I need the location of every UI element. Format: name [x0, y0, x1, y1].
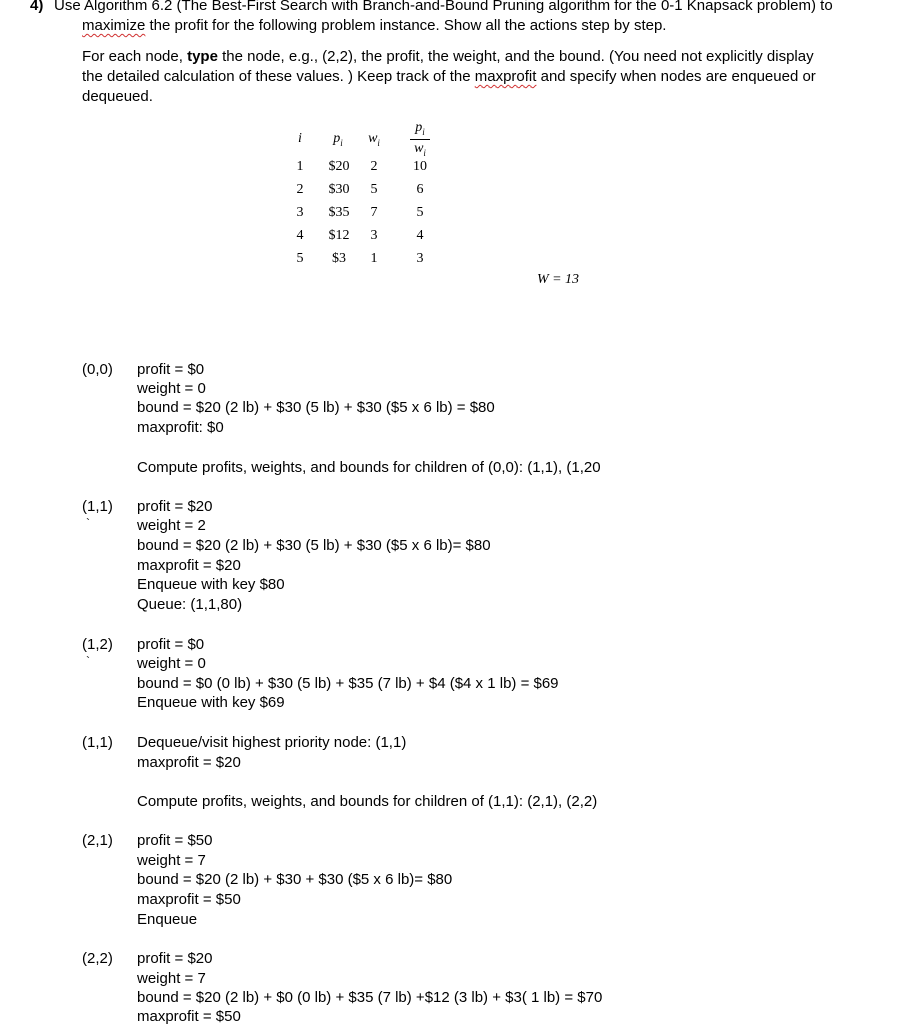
- cell-ratio: 4: [416, 228, 424, 243]
- header-p: $p_i$: [333, 131, 343, 148]
- cell-w: 5: [370, 182, 378, 197]
- fraction-bar: [410, 139, 430, 140]
- dequeue-line: Dequeue/visit highest priority node: (1,1): [137, 734, 407, 751]
- weight-line: weight = 2: [137, 517, 206, 534]
- cell-i: 4: [296, 228, 304, 243]
- maxprofit-line: maxprofit = $50: [137, 891, 241, 908]
- header-ratio-denominator: $w_i$: [414, 141, 426, 158]
- profit-line: profit = $0: [137, 636, 205, 653]
- bound-line: bound = $20 (2 lb) + $0 (0 lb) + $35 (7 lb) +$12 (3 lb) + $3( 1 lb) = $70: [137, 989, 603, 1006]
- cell-ratio: 5: [416, 205, 424, 220]
- cell-w: 2: [370, 159, 378, 174]
- enqueue-line: Enqueue: [137, 911, 198, 928]
- maxprofit-line: maxprofit = $20: [137, 557, 241, 574]
- weight-line: weight = 7: [137, 970, 206, 987]
- cell-i: 1: [296, 159, 304, 174]
- weight-line: weight = 7: [137, 852, 206, 869]
- cell-i: 2: [296, 182, 304, 197]
- compute-children-line: Compute profits, weights, and bounds for children of (1,1): (2,1), (2,2): [137, 793, 598, 810]
- cell-w: 1: [370, 251, 378, 266]
- cell-ratio: 6: [416, 182, 424, 197]
- node-label: (1,1): [82, 734, 113, 751]
- profit-line: profit = $0: [137, 361, 205, 378]
- cell-p: $12: [328, 228, 350, 243]
- maxprofit-line: maxprofit: $0: [137, 419, 224, 436]
- node-label: (2,1): [82, 832, 113, 849]
- question-line-2: maximize the profit for the following problem instance. Show all the actions step by step.: [82, 17, 667, 34]
- maxprofit-line: maxprofit = $50: [137, 1008, 241, 1025]
- bound-line: bound = $20 (2 lb) + $30 (5 lb) + $30 ($5 x 6 lb) = $80: [137, 399, 495, 416]
- weight-line: weight = 0: [137, 380, 206, 397]
- capacity: W = 13: [536, 272, 580, 287]
- cell-p: $35: [328, 205, 350, 220]
- cell-i: 5: [296, 251, 304, 266]
- instruction-line-3: dequeued.: [82, 88, 153, 105]
- cell-p: $20: [328, 159, 350, 174]
- cell-p: $30: [328, 182, 350, 197]
- question-number: 4): [30, 0, 44, 14]
- cell-i: 3: [296, 205, 304, 220]
- cell-p: $3: [332, 251, 346, 266]
- header-ratio-numerator: $p_i$: [415, 120, 425, 137]
- cell-ratio: 3: [416, 251, 424, 266]
- header-i: i: [298, 131, 302, 146]
- instruction-line-1: For each node, type the node, e.g., (2,2), the profit, the weight, and the bound. (You need not explicitly display: [82, 48, 814, 65]
- question-line-1: Use Algorithm 6.2 (The Best-First Search with Branch-and-Bound Pruning algorithm for the 0-1 Knapsack problem) to: [54, 0, 833, 14]
- weight-line: weight = 0: [137, 655, 206, 672]
- profit-line: profit = $50: [137, 832, 213, 849]
- node-label: (1,2): [82, 636, 113, 653]
- profit-line: profit = $20: [137, 950, 213, 967]
- spellcheck-word: maxprofit: [474, 68, 537, 85]
- cell-w: 3: [370, 228, 378, 243]
- bound-line: bound = $20 (2 lb) + $30 (5 lb) + $30 ($5 x 6 lb)= $80: [137, 537, 491, 554]
- spellcheck-word: maximize: [82, 17, 146, 34]
- enqueue-line: Enqueue with key $69: [137, 694, 285, 711]
- bound-line: bound = $0 (0 lb) + $30 (5 lb) + $35 (7 lb) + $4 ($4 x 1 lb) = $69: [137, 675, 559, 692]
- cell-w: 7: [370, 205, 378, 220]
- node-label: (1,1): [82, 498, 113, 515]
- node-label: (0,0): [82, 361, 113, 378]
- stray-mark: `: [86, 516, 90, 530]
- stray-mark: `: [86, 654, 90, 668]
- maxprofit-line: maxprofit = $20: [137, 754, 241, 771]
- cell-ratio: 10: [413, 159, 427, 174]
- instruction-line-2: the detailed calculation of these values. ) Keep track of the maxprofit and specify when nodes are enqueued or: [82, 68, 816, 85]
- compute-children-line: Compute profits, weights, and bounds for children of (0,0): (1,1), (1,20: [137, 459, 601, 476]
- header-w: $w_i$: [368, 131, 380, 148]
- queue-line: Queue: (1,1,80): [137, 596, 243, 613]
- profit-line: profit = $20: [137, 498, 213, 515]
- bound-line: bound = $20 (2 lb) + $30 + $30 ($5 x 6 lb)= $80: [137, 871, 453, 888]
- enqueue-line: Enqueue with key $80: [137, 576, 285, 593]
- node-label: (2,2): [82, 950, 113, 967]
